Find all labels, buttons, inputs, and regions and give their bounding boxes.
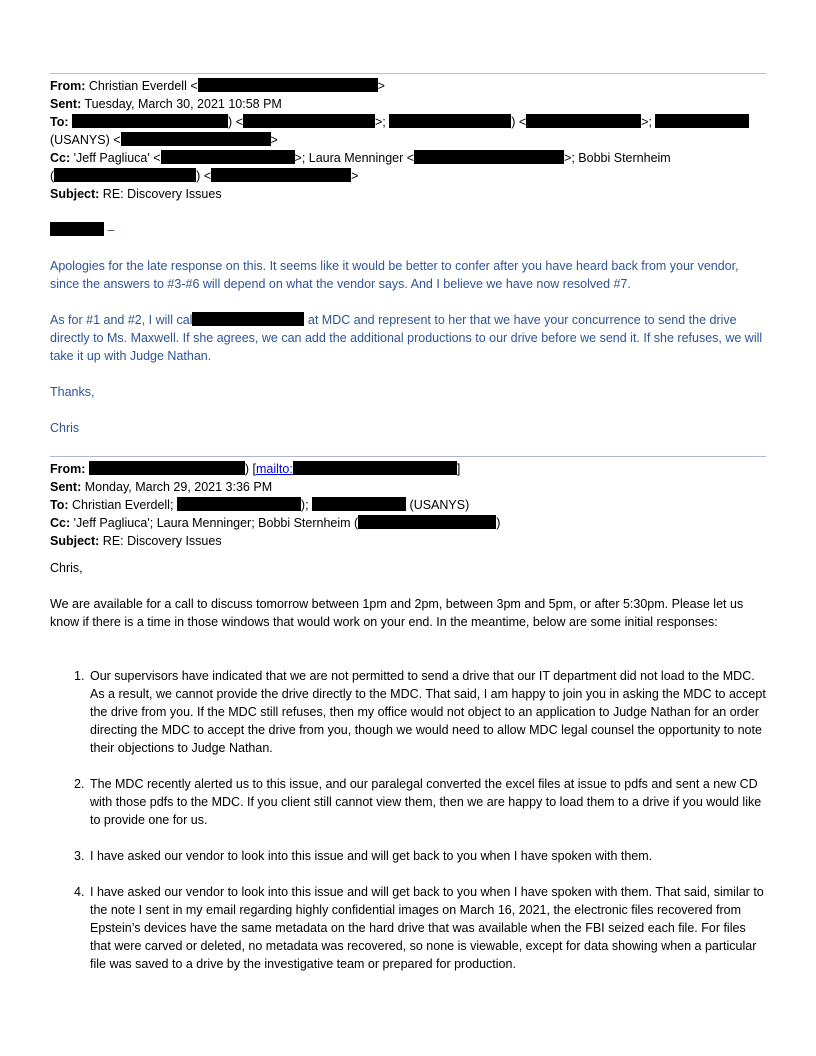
email2-sent-line: Sent: Monday, March 29, 2021 3:36 PM xyxy=(50,480,273,494)
email1-thanks: Thanks, xyxy=(50,385,95,399)
redaction xyxy=(211,168,351,182)
top-divider xyxy=(50,73,766,74)
redaction xyxy=(243,114,375,128)
list-item: 1. Our supervisors have indicated that we are not permitted to send a drive that our IT department did not load to the MDC. As a result, we cannot provide the drive directly to the MDC. That said, I am happy to join you in asking the MDC to accept the drive from you. If the MDC still refuses, then my office would not object to an application to Judge Nathan for an order directing the MDC to accept the drive from you, though we would need to allow MDC legal counsel the opportunity to note their objections to Judge Nathan. xyxy=(74,669,766,755)
redaction xyxy=(161,150,295,164)
email1-header xyxy=(50,77,766,203)
email1-paragraph-2: As for #1 and #2, I will cal at MDC and represent to her that we have your concurrence to send the drive directly to Ms. Maxwell. If she agrees, we can add the additional productions to our drive before we send it. If she refuses, we will take it up with Judge Nathan. xyxy=(50,313,763,363)
email1-from-line: From: Christian Everdell < > xyxy=(50,79,385,93)
email1-cc-line2: ( ) < > xyxy=(50,169,359,183)
redaction xyxy=(526,114,641,128)
reply-divider xyxy=(50,456,766,457)
redaction xyxy=(358,515,496,529)
redaction xyxy=(312,497,406,511)
email1-to-line2: (USANYS) < > xyxy=(50,133,278,147)
redaction xyxy=(293,461,457,475)
list-item: 3. I have asked our vendor to look into this issue and will get back to you when I have spoken with them. xyxy=(74,849,653,863)
redaction xyxy=(389,114,511,128)
redaction xyxy=(121,132,271,146)
email2-subject-line: Subject: RE: Discovery Issues xyxy=(50,534,222,548)
email2-to-line: To: Christian Everdell; ); (USANYS) xyxy=(50,498,470,512)
redaction xyxy=(54,168,196,182)
email1-sent-line: Sent: Tuesday, March 30, 2021 10:58 PM xyxy=(50,97,282,111)
redaction xyxy=(414,150,564,164)
email1-paragraph-1: Apologies for the late response on this. It seems like it would be better to confer after you have heard back from your vendor, since the answers to #3-#6 will depend on what the vendor says. And I believe we have now resolved #7. xyxy=(50,259,739,291)
redaction xyxy=(655,114,749,128)
redaction xyxy=(177,497,301,511)
mailto-link[interactable]: mailto: xyxy=(256,462,293,476)
email2-cc-line: Cc: 'Jeff Pagliuca'; Laura Menninger; Bobbi Sternheim ( ) xyxy=(50,516,501,530)
redaction xyxy=(50,222,104,236)
list-item: 4. I have asked our vendor to look into this issue and will get back to you when I have spoken with them. That said, similar to the note I sent in my email regarding highly confidential images on March 16, 2021, the electronic files recovered from Epstein’s devices have the same metadata on the hard drive that was available when the FBI seized each file. For files that were carved or deleted, no metadata was recovered, so none is viewable, except for data showing when a particular file was saved to a drive by the investigative team or prepared for production. xyxy=(74,885,764,971)
email1-to-line: To: ) < >; ) < >; xyxy=(50,113,766,131)
redaction xyxy=(198,78,378,92)
email1-salutation: – xyxy=(50,221,766,239)
email2-header xyxy=(50,460,766,550)
redaction xyxy=(89,461,245,475)
email2-greeting: Chris, xyxy=(50,561,83,575)
email1-subject-line: Subject: RE: Discovery Issues xyxy=(50,187,222,201)
redaction xyxy=(72,114,228,128)
list-item: 2. The MDC recently alerted us to this issue, and our paralegal converted the excel files at issue to pdfs and sent a new CD with those pdfs to the MDC. If you client still cannot view them, then we are happy to load them to a drive if you would like to provide one for us. xyxy=(74,777,762,827)
email2-from-line: From: ) [mailto: ] xyxy=(50,462,461,476)
redaction xyxy=(192,312,304,326)
email1-signature: Chris xyxy=(50,421,80,435)
email1-cc-line: Cc: 'Jeff Pagliuca' < >; Laura Menninger < >; Bobbi Sternheim xyxy=(50,151,671,165)
email2-intro: We are available for a call to discuss tomorrow between 1pm and 2pm, between 3pm and 5pm, or after 5:30pm. Please let us know if there is a time in those windows that would work on your end. In the meantime, below are some initial responses: xyxy=(50,597,744,629)
